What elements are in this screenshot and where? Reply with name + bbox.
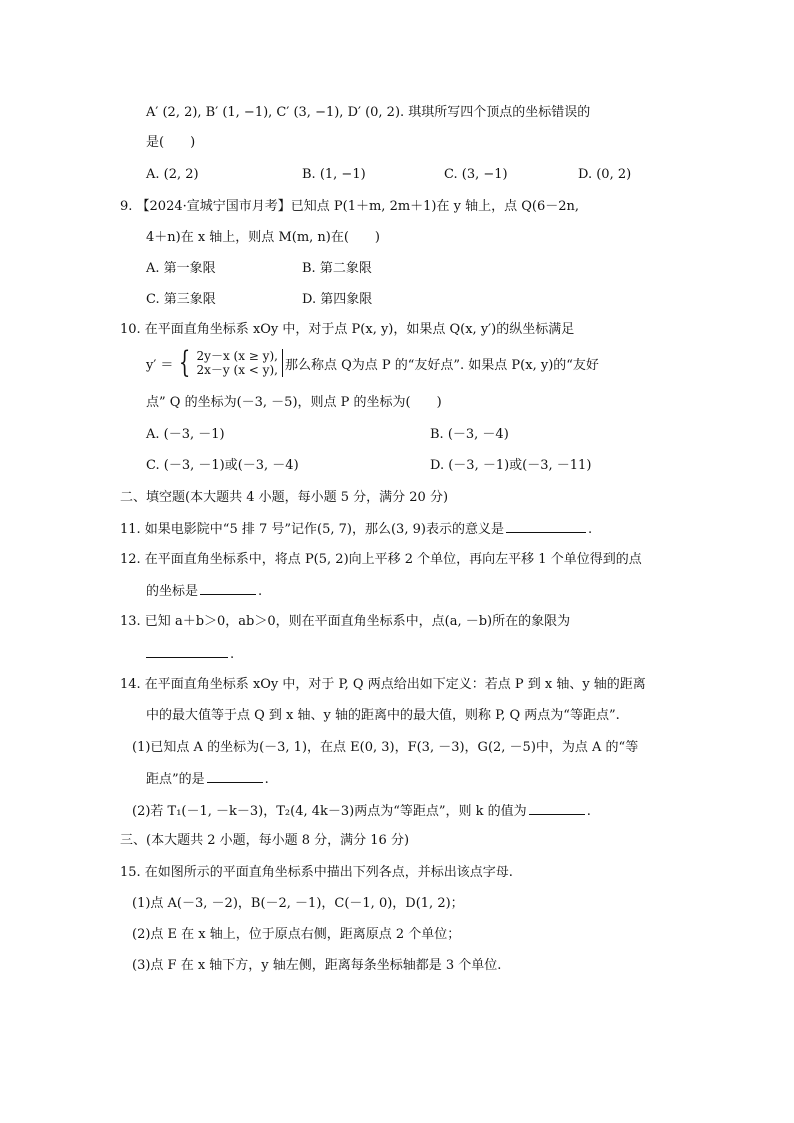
- q10-option-c: C. (－3, －1)或(－3, －4): [146, 458, 299, 473]
- q9-line2: 4＋n)在 x 轴上，则点 M(m, n)在( ): [146, 230, 381, 245]
- q13-answer-blank[interactable]: [146, 645, 228, 658]
- q11-period: .: [587, 522, 593, 537]
- q15-item3: (3)点 F 在 x 轴下方，y 轴左侧，距离每条坐标轴都是 3 个单位.: [132, 958, 502, 973]
- q9-option-d: D. 第四象限: [302, 292, 373, 307]
- q9-option-a: A. 第一象限: [146, 261, 216, 276]
- section-3-heading: 三、(本大题共 2 小题，每小题 8 分，满分 16 分): [120, 833, 410, 848]
- q14-sub2-answer-blank[interactable]: [529, 802, 585, 815]
- q10-case-bar: [282, 349, 283, 377]
- q12-answer-blank[interactable]: [200, 582, 256, 595]
- q14-sub1-text: 距点”的是: [146, 772, 205, 787]
- q10-cases: [197, 349, 278, 377]
- q10-line1: 10. 在平面直角坐标系 xOy 中，对于点 P(x, y)，如果点 Q(x, y′)的纵坐标满足: [120, 322, 575, 337]
- q14-sub1-period: .: [264, 772, 269, 787]
- q12-line2: [146, 582, 262, 601]
- q15-line1: 15. 在如图所示的平面直角坐标系中描出下列各点，并标出该点字母.: [120, 865, 513, 880]
- q8-line1: A′ (2, 2), B′ (1, −1), C′ (3, −1), D′ (0, 2). 琪琪所写四个顶点的坐标错误的: [146, 105, 591, 120]
- q12-period: .: [258, 584, 263, 599]
- q8-option-d: D. (0, 2): [578, 167, 632, 182]
- q10-option-a: A. (－3, －1): [146, 427, 225, 442]
- q10-piecewise-formula: [146, 345, 599, 380]
- q14-line2: 中的最大值等于点 Q 到 x 轴、y 轴的距离中的最大值，则称 P, Q 两点为“等距点”.: [146, 708, 620, 723]
- q13-period: .: [230, 647, 235, 662]
- q14-line1: 14. 在平面直角坐标系 xOy 中，对于 P, Q 两点给出如下定义：若点 P 到 x 轴、y 轴的距离: [120, 677, 646, 692]
- left-brace-icon: {: [179, 345, 191, 380]
- q10-option-b: B. (－3, －4): [430, 427, 509, 442]
- q10-y-prime: y′ ＝: [146, 357, 174, 373]
- q14-sub1-answer-blank[interactable]: [207, 770, 263, 783]
- q11-text: 11. 如果电影院中“5 排 7 号”记作(5, 7)，那么(3, 9)表示的意义是: [120, 522, 504, 537]
- q12-line1: 12. 在平面直角坐标系中，将点 P(5, 2)向上平移 2 个单位，再向左平移 1 个单位得到的点: [120, 552, 642, 567]
- q13-line2: [146, 645, 234, 664]
- q14-sub2-period: .: [586, 804, 591, 819]
- q11-answer-blank[interactable]: [506, 520, 586, 533]
- q10-line3: 点” Q 的坐标为(－3, －5)，则点 P 的坐标为( ): [146, 395, 442, 410]
- q11-line: [120, 520, 592, 539]
- q9-option-c: C. 第三象限: [146, 292, 216, 307]
- q14-sub2-line: [132, 802, 591, 821]
- q14-sub2-text: (2)若 T₁(－1, －k－3)，T₂(4, 4k－3)两点为“等距点”，则 k 的值为: [132, 804, 527, 819]
- q12-text: 的坐标是: [146, 584, 199, 599]
- section-2-heading: 二、填空题(本大题共 4 小题，每小题 5 分，满分 20 分): [120, 490, 449, 505]
- q13-line1: 13. 已知 a＋b＞0，ab＞0，则在平面直角坐标系中，点(a, －b)所在的象限为: [120, 614, 571, 629]
- q8-line2: 是( ): [146, 135, 196, 150]
- q8-option-b: B. (1, −1): [302, 167, 366, 182]
- q14-sub1-line1: (1)已知点 A 的坐标为(－3, 1)，在点 E(0, 3)，F(3, －3)，G(2, －5)中，为点 A 的“等: [132, 740, 639, 755]
- q10-case1: 2y－x (x ≥ y),: [196, 349, 278, 363]
- q9-option-b: B. 第二象限: [302, 261, 372, 276]
- q15-item1: (1)点 A(－3, －2)，B(－2, －1)，C(－1, 0)，D(1, 2)；: [132, 896, 464, 911]
- q8-option-c: C. (3, −1): [444, 167, 508, 182]
- q9-line1: 9. 【2024·宣城宁国市月考】已知点 P(1＋m, 2m＋1)在 y 轴上，点 Q(6－2n,: [120, 199, 580, 214]
- q10-after-cases: 那么称点 Q为点 P 的“友好点”. 如果点 P(x, y)的“友好: [284, 357, 599, 373]
- q8-option-a: A. (2, 2): [146, 167, 199, 182]
- q14-sub1-line2: [146, 770, 269, 789]
- q15-item2: (2)点 E 在 x 轴上，位于原点右侧，距离原点 2 个单位；: [132, 927, 461, 942]
- q10-option-d: D. (－3, －1)或(－3, －11): [430, 458, 592, 473]
- q10-case2: 2x－y (x < y),: [196, 363, 278, 377]
